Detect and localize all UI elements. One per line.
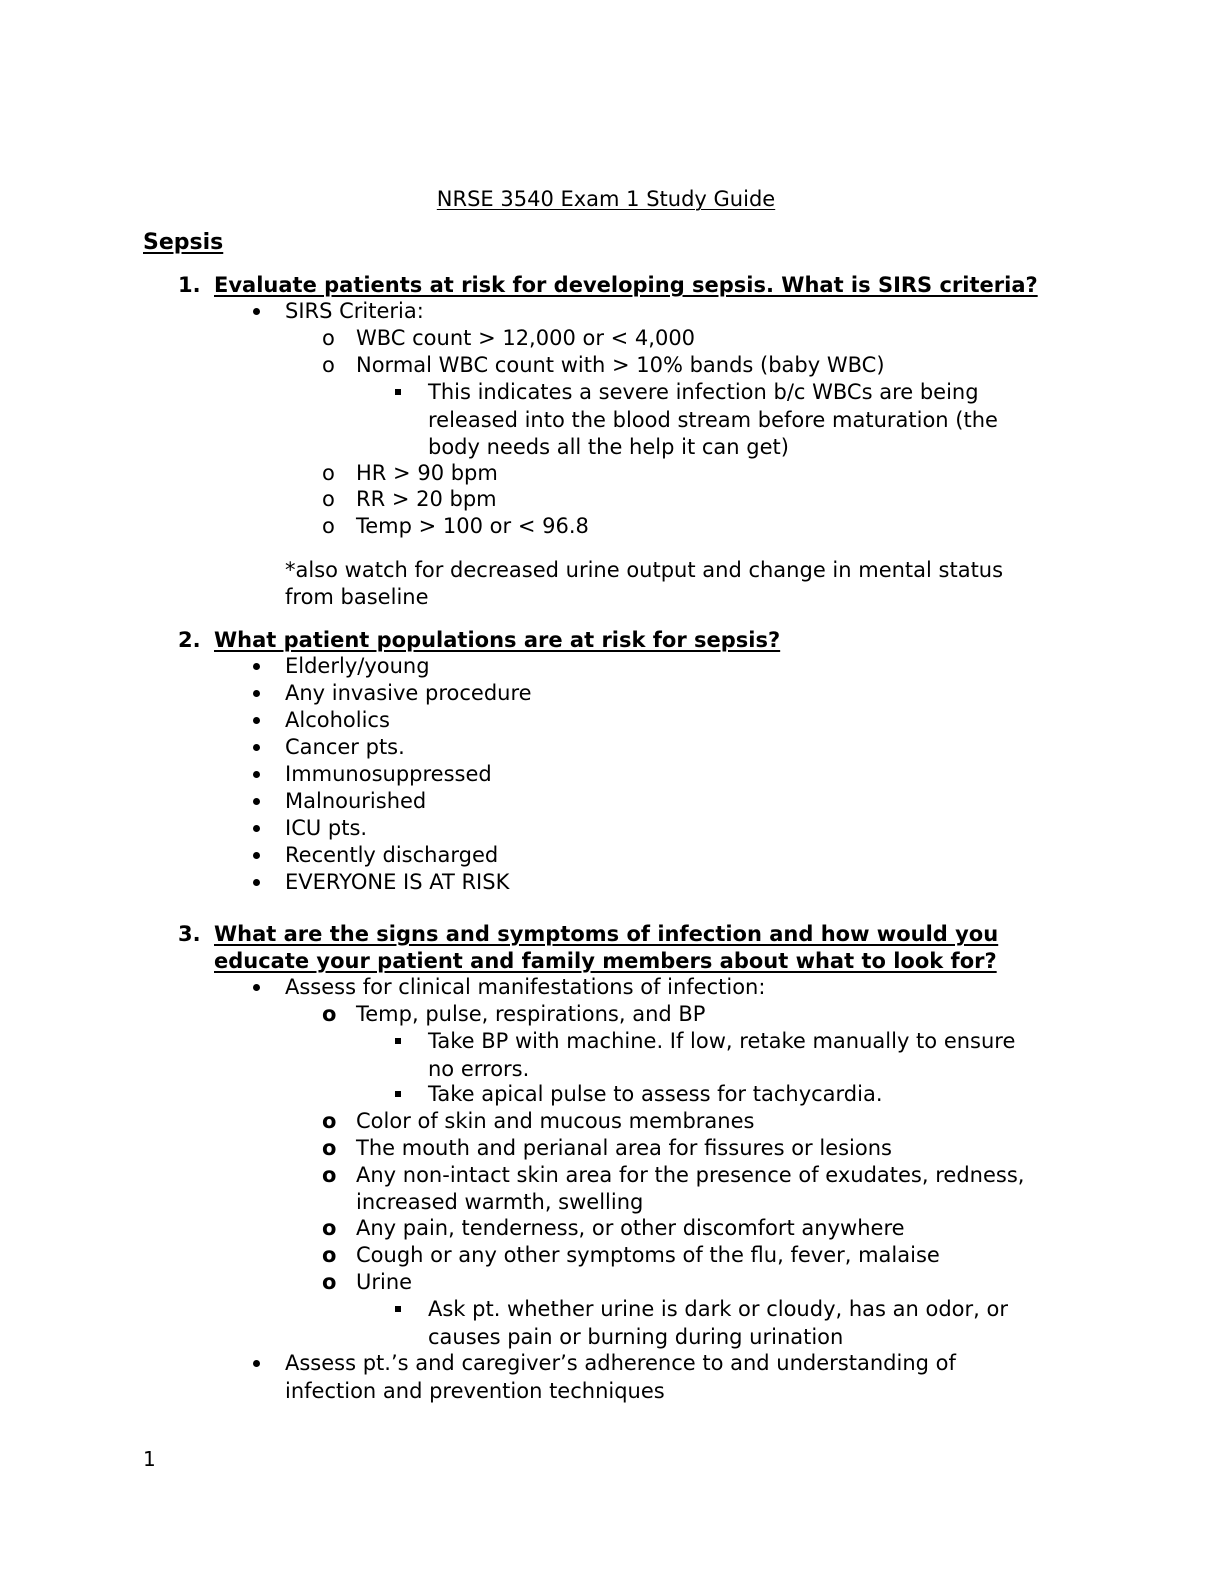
note-text: *also watch for decreased urine output and change in mental status	[285, 558, 1004, 582]
circle-o-icon: o	[322, 326, 335, 350]
list-item: Ask pt. whether urine is dark or cloudy, has an odor, or	[428, 1297, 1008, 1321]
bullet-dot-icon	[253, 663, 260, 670]
question-text: What patient populations are at risk for sepsis?	[214, 628, 781, 652]
list-item: Alcoholics	[285, 708, 390, 732]
list-item-continued: body needs all the help it can get)	[428, 435, 789, 459]
circle-o-icon: o	[322, 1216, 337, 1240]
list-item: EVERYONE IS AT RISK	[285, 870, 510, 894]
list-item: Cough or any other symptoms of the flu, fever, malaise	[356, 1243, 940, 1267]
list-item-continued: increased warmth, swelling	[356, 1190, 644, 1214]
list-item-continued: causes pain or burning during urination	[428, 1325, 844, 1349]
square-bullet-icon	[395, 1091, 401, 1097]
list-item: Immunosuppressed	[285, 762, 492, 786]
circle-o-icon: o	[322, 1163, 337, 1187]
list-item: Cancer pts.	[285, 735, 405, 759]
bullet-dot-icon	[253, 717, 260, 724]
list-item: The mouth and perianal area for fissures or lesions	[356, 1136, 892, 1160]
question-text: What are the signs and symptoms of infection and how would you	[214, 922, 999, 946]
page-number: 1	[143, 1447, 156, 1471]
bullet-dot-icon	[253, 1360, 260, 1367]
question-number: 2.	[178, 628, 201, 652]
bullet-dot-icon	[253, 771, 260, 778]
list-item: Temp, pulse, respirations, and BP	[356, 1002, 706, 1026]
list-item: ICU pts.	[285, 816, 368, 840]
list-item: Assess for clinical manifestations of infection:	[285, 975, 766, 999]
list-item: WBC count > 12,000 or < 4,000	[356, 326, 696, 350]
list-item: Take BP with machine. If low, retake manually to ensure	[428, 1029, 1016, 1053]
list-item: HR > 90 bpm	[356, 461, 498, 485]
list-item: RR > 20 bpm	[356, 487, 497, 511]
circle-o-icon: o	[322, 461, 335, 485]
bullet-dot-icon	[253, 798, 260, 805]
question-number: 1.	[178, 273, 201, 297]
list-item: Any non-intact skin area for the presence of exudates, redness,	[356, 1163, 1025, 1187]
circle-o-icon: o	[322, 1243, 337, 1267]
bullet-dot-icon	[253, 308, 260, 315]
list-item: Color of skin and mucous membranes	[356, 1109, 755, 1133]
circle-o-icon: o	[322, 353, 335, 377]
page-title: NRSE 3540 Exam 1 Study Guide	[436, 187, 776, 211]
list-item: Elderly/young	[285, 654, 430, 678]
list-item: Malnourished	[285, 789, 427, 813]
note-text: from baseline	[285, 585, 429, 609]
list-item: Any pain, tenderness, or other discomfort anywhere	[356, 1216, 905, 1240]
square-bullet-icon	[395, 389, 401, 395]
list-item: Assess pt.’s and caregiver’s adherence to and understanding of	[285, 1351, 956, 1375]
square-bullet-icon	[395, 1306, 401, 1312]
list-item: Urine	[356, 1270, 413, 1294]
circle-o-icon: o	[322, 514, 335, 538]
bullet-dot-icon	[253, 879, 260, 886]
circle-o-icon: o	[322, 1136, 337, 1160]
circle-o-icon: o	[322, 1002, 337, 1026]
bullet-dot-icon	[253, 852, 260, 859]
question-number: 3.	[178, 922, 201, 946]
list-item: Recently discharged	[285, 843, 499, 867]
bullet-dot-icon	[253, 690, 260, 697]
circle-o-icon: o	[322, 1109, 337, 1133]
list-item: Normal WBC count with > 10% bands (baby WBC)	[356, 353, 885, 377]
bullet-dot-icon	[253, 744, 260, 751]
question-text-continued: educate your patient and family members about what to look for?	[214, 949, 997, 973]
section-heading-sepsis: Sepsis	[143, 230, 224, 255]
bullet-dot-icon	[253, 984, 260, 991]
circle-o-icon: o	[322, 1270, 337, 1294]
list-item-continued: no errors.	[428, 1057, 530, 1081]
list-item: SIRS Criteria:	[285, 299, 424, 323]
list-item: Temp > 100 or < 96.8	[356, 514, 589, 538]
list-item-continued: infection and prevention techniques	[285, 1379, 665, 1403]
list-item-continued: released into the blood stream before maturation (the	[428, 408, 998, 432]
question-text: Evaluate patients at risk for developing sepsis. What is SIRS criteria?	[214, 273, 1038, 297]
list-item: This indicates a severe infection b/c WBCs are being	[428, 380, 979, 404]
list-item: Any invasive procedure	[285, 681, 532, 705]
bullet-dot-icon	[253, 825, 260, 832]
list-item: Take apical pulse to assess for tachycardia.	[428, 1082, 883, 1106]
circle-o-icon: o	[322, 487, 335, 511]
square-bullet-icon	[395, 1038, 401, 1044]
